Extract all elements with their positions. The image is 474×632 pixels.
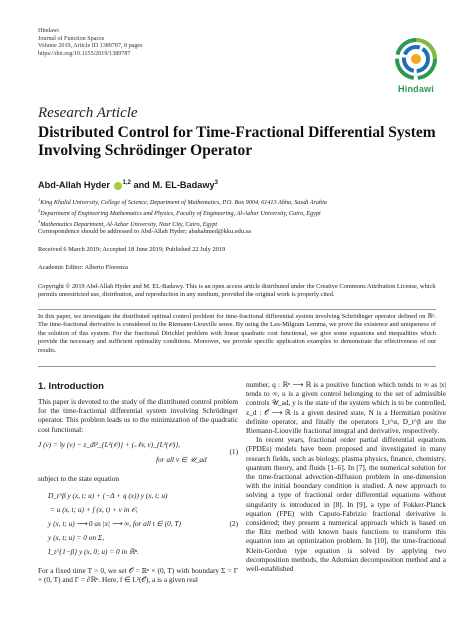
divider — [38, 366, 436, 367]
author-name[interactable]: Abd-Allah Hyder — [38, 180, 110, 191]
journal-header — [38, 28, 142, 58]
volume-info: Volume 2019, Article ID 1389787, 8 pages — [38, 43, 143, 49]
hindawi-logo — [394, 37, 438, 95]
divider — [38, 309, 436, 310]
hindawi-logo-mark-icon — [394, 37, 438, 81]
article-title: Distributed Control for Time-Fractional Differential System Involving Schrödinger Operator — [38, 124, 436, 159]
author-list — [38, 180, 218, 190]
paragraph: For a fixed time T > 0, we set 𝒪 = ℝⁿ × (0, T) with boundary Σ = Γ × (0, T) and Γ = ∂ℝⁿ. Here, f ∈ L²(𝒪), a is a given real — [38, 566, 238, 585]
author-affil-sup: 1,2 — [122, 180, 131, 186]
state-equation-label: subject to the state equation — [38, 474, 120, 483]
affiliation-item: $^2$Department of Engineering Mathematics and Physics, Faculty of Engineering, Al-Azhar University, Cairo, Egypt — [38, 207, 321, 218]
publication-dates: Received 6 March 2019; Accepted 18 June 2019; Published 22 July 2019 — [38, 246, 226, 253]
paragraph-text: In recent years, fractional order partial differential equations (FPDEs) models have been proposed and investigated in many research fields, such as biology, plasma physics, finance, chemistry, quantum theory, and fluids [1–6]. In [7], the numerical solution for the time-fractional advection-diffusion problem in one-dimension with the initial boundary condition is studied. A new approach to solving a type of fractional order differential equations without singularity is introduced in [8]. In [9], a type of Fokker-Planck equation (FPE) with Caputo-Fabrizio fractional derivative is considered; they present a numerical approach which is based on the Ritz method with known basis functions to transform this equation into an optimization problem. In [10], the time-fractional Klein-Gordon type equation is solved by applying two decomposition methods, the Adomian decomposition method and a well-established — [246, 435, 446, 574]
equation-number: (2) — [229, 519, 238, 528]
equation-2-line: y (x, t; u) ⟶ 0 as |x| ⟶ ∞, for all t ∈ (0, T) (2) — [48, 519, 238, 528]
equation-number: (1) — [229, 447, 238, 456]
affiliations — [38, 196, 448, 229]
abstract: In this paper, we investigate the distributed optimal control problem for time-fractional differential system involving Schrödinger operator defined on ℝⁿ. The time-fractional derivative is considered in the Riemann-Liouville sense. By using the Lax-Milgram Lemma, we prove the existence and uniqueness of the solution of this system. For the fractional Dirichlet problem with linear quadratic cost functional, we give some equations and inequalities which provide the necessary and sufficient optimality conditions. Moreover, we provide specific application examples to demonstrate the effectiveness of our results. — [38, 313, 436, 354]
equation-2-line: = u (x, t; u) + f (x, t) + v in 𝒪, — [50, 505, 138, 514]
section-heading: 1. Introduction — [38, 381, 104, 392]
copyright-notice: Copyright © 2019 Abd-Allah Hyder and M. EL-Badawy. This is an open access article distributed under the Creative Commons Attribution License, which permits unrestricted use, distribution, and reproduction in any medium, provided the original work is properly cited. — [38, 283, 436, 299]
author-conjunction: and — [133, 180, 150, 191]
article-type: Research Article — [38, 105, 138, 121]
equation-1-main: J (v) = ‖y (v) − z_d‖²_{L²(𝒪)} + (𝒩v, v)_{L²(𝒪)}, — [38, 440, 181, 449]
academic-editor: Academic Editor: Alberto Fiorenza — [38, 264, 128, 271]
affiliation-item: $^1$King Khalid University, College of Science, Department of Mathematics, P.O. Box 9004, 61413 Abha, Saudi Arabia — [38, 197, 327, 207]
paragraph-text: number, q : ℝⁿ ⟶ ℝ is a positive function which tends to ∞ as |x| tends to ∞, u is a given control belonging to the set of admissible controls 𝒰_ad, y is the state of the system which is to be controlled, z_d : 𝒪 ⟶ ℝ is a given desired state, N is a Hermitian positive definite operator, and finally the operators I_t^α, D_t^β are the Riemann-Liouville fractional integral and derivative, respectively. — [246, 380, 446, 436]
equation-1-condition: for all v ∈ 𝒰_ad — [156, 455, 207, 464]
affiliation-item: $^3$Mathematics Department, Al-Azhar University, Nasr City, Cairo, Egypt — [38, 218, 218, 228]
orcid-icon[interactable] — [114, 182, 122, 190]
equation-1 — [38, 440, 238, 450]
correspondence: Correspondence should be addressed to Abd-Allah Hyder; abahahmed@kku.edu.sa — [38, 228, 251, 235]
equation-2-line: D_t^β y (x, t; u) + (−Δ + q (x)) y (x, t; u) — [48, 491, 168, 500]
hindawi-wordmark: Hindawi — [398, 84, 434, 94]
intro-paragraph: This paper is devoted to the study of the distributed control problem for the time-fractional differential system involving Schrödinger operator. This problem leads us to the minimization of the quadratic cost functional: — [38, 397, 238, 434]
journal-name: Journal of Function Spaces — [38, 35, 105, 42]
doi-link[interactable]: https://doi.org/10.1155/2019/1389787 — [38, 50, 131, 57]
author-affil-sup: 3 — [214, 180, 218, 186]
author-name[interactable]: M. EL-Badawy — [152, 180, 215, 191]
publisher-name: Hindawi — [38, 28, 59, 34]
equation-2-line: y (x, t; u) = 0 on Σ, — [48, 533, 105, 542]
paragraph — [246, 380, 446, 573]
equation-2-line: I_t^{1−β} y (x, 0; u) = 0 in ℝⁿ. — [48, 547, 139, 556]
